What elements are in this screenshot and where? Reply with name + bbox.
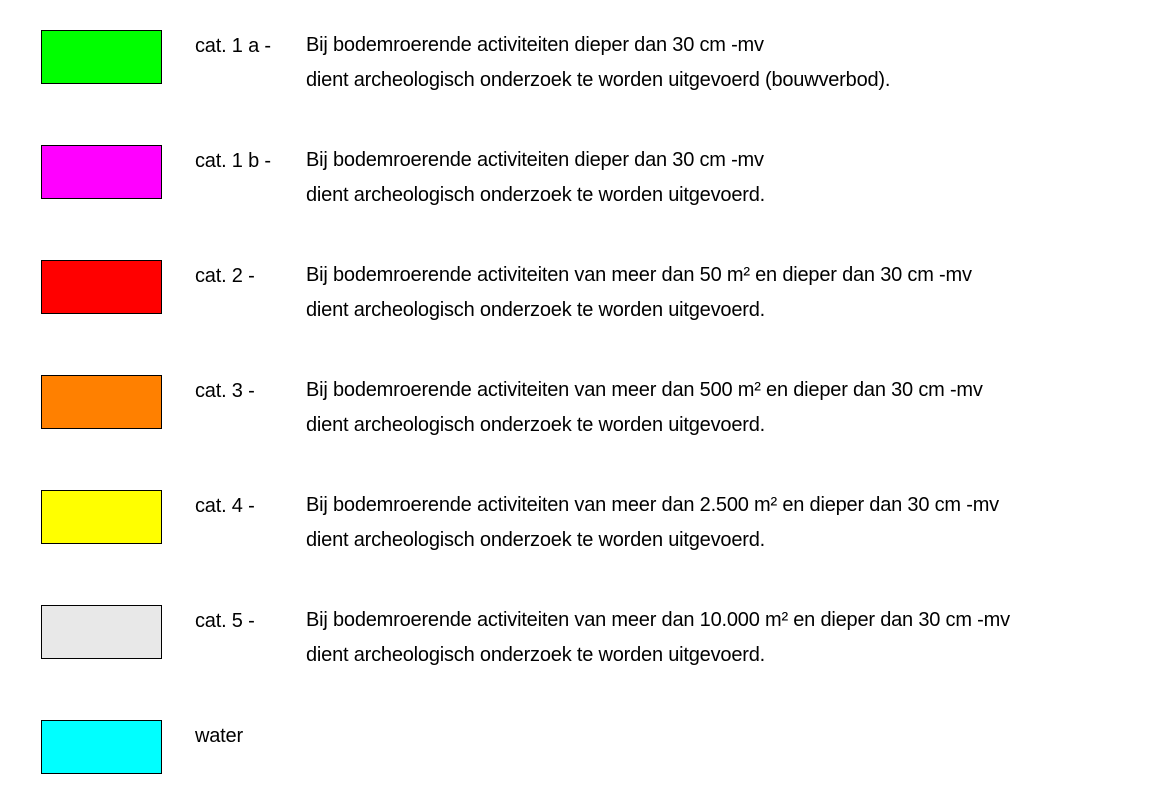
legend-item-cat-5 <box>0 605 1160 665</box>
description-line-1: Bij bodemroerende activiteiten dieper dan 30 cm -mv <box>306 149 764 171</box>
category-description <box>306 603 1010 673</box>
description-line-1: Bij bodemroerende activiteiten dieper dan 30 cm -mv <box>306 34 764 56</box>
color-swatch <box>41 720 162 774</box>
category-label: cat. 3 - <box>195 380 255 402</box>
color-swatch <box>41 260 162 314</box>
description-line-1: Bij bodemroerende activiteiten van meer dan 10.000 m² en dieper dan 30 cm -mv <box>306 609 1010 631</box>
description-line-2: dient archeologisch onderzoek te worden uitgevoerd. <box>306 529 765 551</box>
description-line-1: Bij bodemroerende activiteiten van meer dan 50 m² en dieper dan 30 cm -mv <box>306 264 972 286</box>
category-label: cat. 4 - <box>195 495 255 517</box>
description-line-2: dient archeologisch onderzoek te worden uitgevoerd. <box>306 299 765 321</box>
category-description <box>306 373 983 443</box>
description-line-2: dient archeologisch onderzoek te worden uitgevoerd. <box>306 414 765 436</box>
legend-item-water <box>0 720 1160 780</box>
category-label: cat. 5 - <box>195 610 255 632</box>
description-line-1: Bij bodemroerende activiteiten van meer dan 500 m² en dieper dan 30 cm -mv <box>306 379 983 401</box>
category-label: cat. 2 - <box>195 265 255 287</box>
color-swatch <box>41 30 162 84</box>
color-swatch <box>41 605 162 659</box>
category-label: water <box>195 725 243 747</box>
legend-item-cat-2 <box>0 260 1160 320</box>
description-line-2: dient archeologisch onderzoek te worden uitgevoerd. <box>306 184 765 206</box>
category-description <box>306 258 972 328</box>
category-description <box>306 143 765 213</box>
legend-item-cat-3 <box>0 375 1160 435</box>
description-line-1: Bij bodemroerende activiteiten van meer dan 2.500 m² en dieper dan 30 cm -mv <box>306 494 999 516</box>
category-label: cat. 1 b - <box>195 150 271 172</box>
category-description <box>306 28 890 98</box>
category-label: cat. 1 a - <box>195 35 271 57</box>
color-swatch <box>41 145 162 199</box>
color-swatch <box>41 375 162 429</box>
color-swatch <box>41 490 162 544</box>
category-description <box>306 488 999 558</box>
legend-item-cat-1b <box>0 145 1160 205</box>
description-line-2: dient archeologisch onderzoek te worden uitgevoerd (bouwverbod). <box>306 69 891 91</box>
legend-item-cat-4 <box>0 490 1160 550</box>
description-line-2: dient archeologisch onderzoek te worden uitgevoerd. <box>306 644 765 666</box>
legend-item-cat-1a <box>0 30 1160 90</box>
